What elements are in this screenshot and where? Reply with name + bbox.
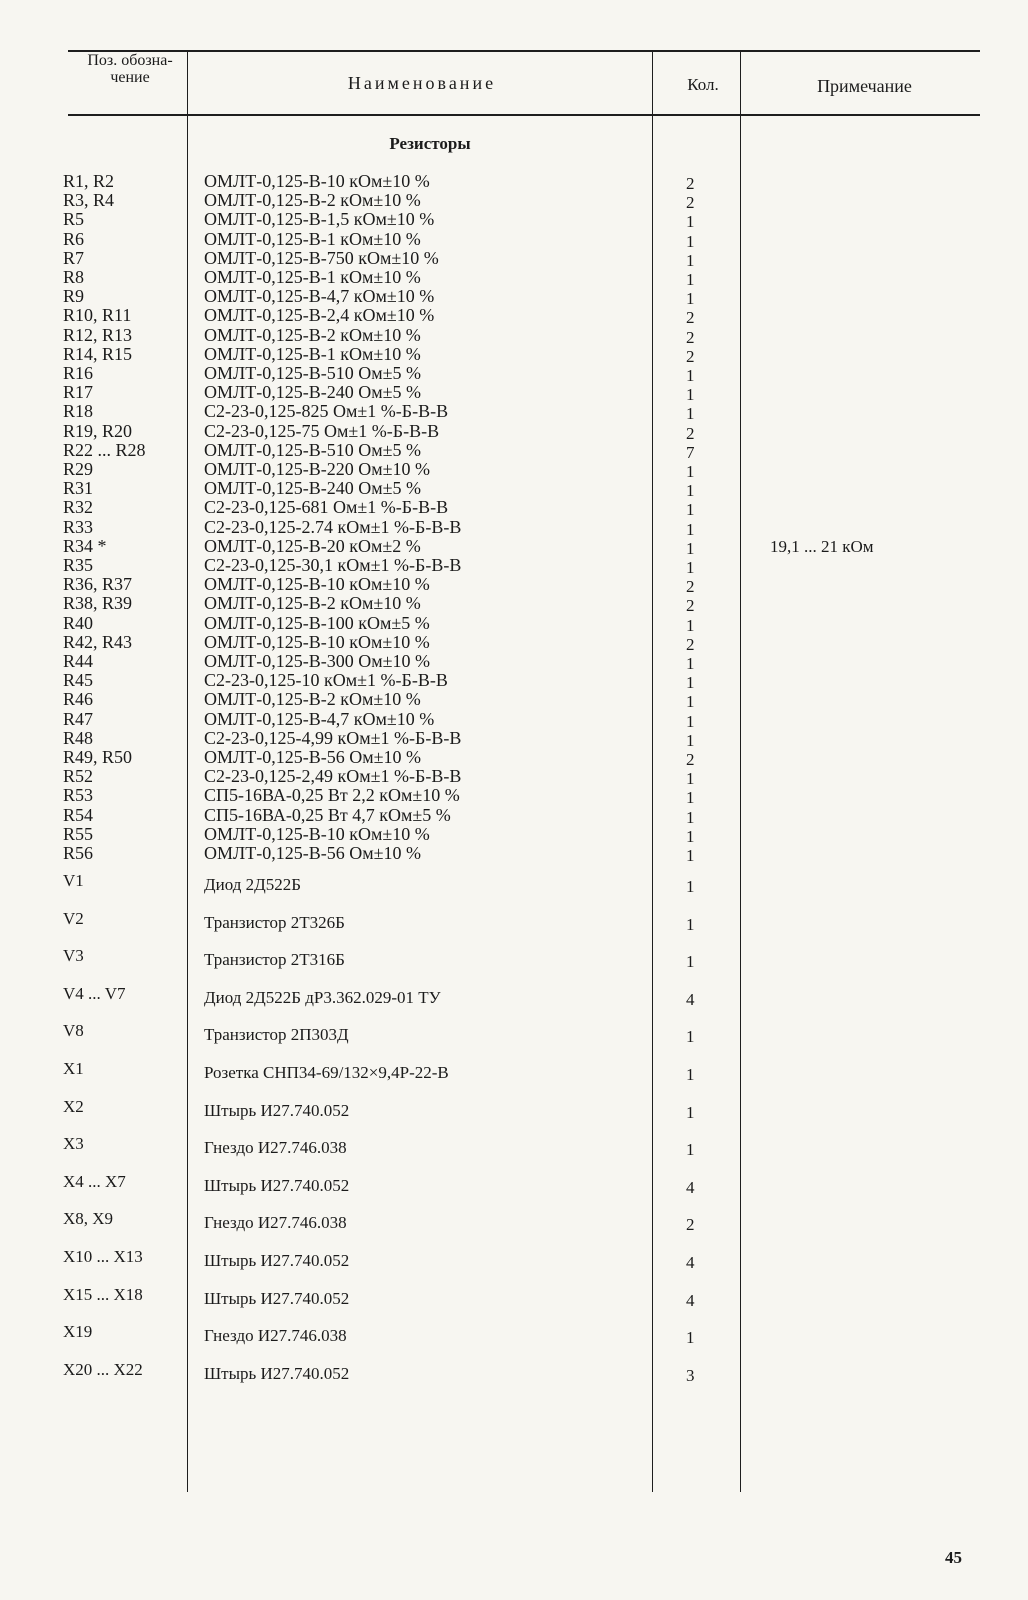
cell-position: R54 — [63, 804, 94, 825]
cell-position: R53 — [63, 785, 94, 806]
table-row — [0, 871, 1028, 901]
cell-position: X19 — [63, 1322, 93, 1342]
table-row — [0, 1209, 1028, 1239]
cell-position: V1 — [63, 871, 84, 890]
cell-position: R36, R37 — [63, 574, 133, 595]
cell-position: R9 — [63, 286, 85, 307]
cell-position: R42, R43 — [63, 631, 133, 652]
cell-position: R10, R11 — [63, 305, 132, 326]
cell-quantity: 1 — [686, 692, 695, 712]
table-row — [0, 1360, 1028, 1390]
cell-name: ОМЛТ-0,125-В-10 кОм±10 % — [204, 823, 430, 844]
cell-position: V2 — [63, 908, 84, 928]
cell-name: ОМЛТ-0,125-В-10 кОм±10 % — [204, 171, 430, 191]
cell-quantity: 4 — [686, 1290, 695, 1310]
cell-quantity: 1 — [686, 730, 695, 750]
cell-position: R18 — [63, 401, 94, 422]
cell-quantity: 3 — [686, 1365, 695, 1385]
table-row — [0, 249, 1028, 268]
table-row — [0, 670, 1028, 693]
cell-position: X1 — [63, 1059, 84, 1078]
cell-quantity: 2 — [686, 308, 695, 328]
cell-position: R48 — [63, 727, 94, 748]
cell-name: Гнездо И27.746.038 — [204, 1138, 347, 1158]
cell-quantity: 1 — [686, 500, 695, 520]
table-row — [0, 1134, 1028, 1164]
cell-name: ОМЛТ-0,125-В-4,7 кОм±10 % — [204, 286, 435, 307]
cell-name: СП5-16ВА-0,25 Вт 2,2 кОм±10 % — [204, 785, 460, 806]
cell-position: R6 — [63, 228, 85, 249]
cell-quantity: 1 — [686, 914, 695, 934]
cell-name: Гнездо И27.746.038 — [204, 1213, 347, 1233]
cell-position: V4 ... V7 — [63, 983, 126, 1003]
cell-quantity: 1 — [686, 877, 695, 896]
cell-name: С2-23-0,125-30,1 кОм±1 %-Б-В-В — [204, 555, 462, 575]
cell-name: С2-23-0,125-4,99 кОм±1 %-Б-В-В — [204, 727, 462, 748]
cell-quantity: 2 — [686, 750, 695, 769]
cell-position: V3 — [63, 946, 84, 966]
cell-position: R47 — [63, 708, 94, 729]
cell-name: ОМЛТ-0,125-В-2,4 кОм±10 % — [204, 305, 435, 326]
cell-name: ОМЛТ-0,125-В-100 кОм±5 % — [204, 612, 430, 633]
cell-name: ОМЛТ-0,125-В-1 кОм±10 % — [204, 343, 421, 364]
cell-name: ОМЛТ-0,125-В-240 Ом±5 % — [204, 382, 421, 403]
cell-name: ОМЛТ-0,125-В-2 кОм±10 % — [204, 190, 421, 211]
cell-quantity: 1 — [686, 1065, 695, 1084]
table-row — [0, 785, 1028, 808]
cell-quantity: 1 — [686, 769, 695, 789]
table-row — [0, 825, 1028, 844]
cell-quantity: 1 — [686, 1027, 695, 1047]
cell-name: С2-23-0,125-681 Ом±1 %-Б-В-В — [204, 497, 449, 518]
table-row — [0, 422, 1028, 441]
cell-position: R45 — [63, 670, 94, 691]
cell-position: R14, R15 — [63, 343, 133, 364]
table-row — [0, 766, 1028, 789]
cell-quantity: 1 — [686, 654, 695, 673]
table-row — [0, 1247, 1028, 1277]
table-row — [0, 984, 1028, 1014]
cell-name: ОМЛТ-0,125-В-20 кОм±2 % — [204, 535, 421, 556]
table-row — [0, 909, 1028, 939]
header-qty: Кол. — [687, 75, 719, 94]
table-row — [0, 286, 1028, 309]
cell-name: ОМЛТ-0,125-В-2 кОм±10 % — [204, 689, 421, 710]
table-row — [0, 1322, 1028, 1352]
cell-position: R17 — [63, 382, 94, 403]
cell-quantity: 1 — [686, 1328, 695, 1348]
cell-position: R19, R20 — [63, 420, 133, 441]
cell-quantity: 1 — [686, 462, 695, 481]
table-row — [0, 172, 1028, 191]
table-row — [0, 345, 1028, 364]
cell-quantity: 1 — [686, 231, 695, 251]
cell-position: R38, R39 — [63, 593, 133, 614]
table-row — [0, 729, 1028, 748]
cell-name: Штырь И27.740.052 — [204, 1251, 350, 1270]
page-number: 45 — [945, 1548, 962, 1567]
table-row — [0, 326, 1028, 345]
cell-name: Гнездо И27.746.038 — [204, 1326, 347, 1346]
cell-quantity: 1 — [686, 1102, 695, 1122]
cell-quantity: 1 — [686, 846, 695, 865]
cell-quantity: 2 — [686, 1215, 695, 1235]
cell-quantity: 2 — [686, 193, 695, 213]
cell-quantity: 2 — [686, 346, 695, 366]
table-row — [0, 518, 1028, 537]
cell-name: Диод 2Д522Б — [204, 875, 301, 894]
cell-quantity: 1 — [686, 538, 695, 558]
cell-name: ОМЛТ-0,125-В-2 кОм±10 % — [204, 324, 421, 345]
table-row — [0, 190, 1028, 213]
cell-position: X15 ... X18 — [63, 1284, 143, 1304]
cell-position: R52 — [63, 766, 94, 787]
table-row — [0, 748, 1028, 767]
table-row — [0, 441, 1028, 460]
cell-name: ОМЛТ-0,125-В-1 кОм±10 % — [204, 228, 421, 249]
cell-position: R34 * — [63, 535, 107, 556]
cell-quantity: 1 — [686, 404, 695, 424]
cell-position: R22 ... R28 — [63, 439, 146, 460]
cell-position: R35 — [63, 555, 94, 575]
cell-quantity: 1 — [686, 519, 695, 539]
table-row — [0, 305, 1028, 328]
cell-name: ОМЛТ-0,125-В-4,7 кОм±10 % — [204, 708, 435, 729]
table-row — [0, 614, 1028, 633]
cell-quantity: 1 — [686, 1140, 695, 1160]
cell-quantity: 1 — [686, 385, 695, 405]
cell-position: R46 — [63, 689, 94, 710]
table-row — [0, 1097, 1028, 1127]
cell-quantity: 2 — [686, 174, 695, 193]
cell-quantity: 1 — [686, 270, 695, 289]
cell-name: Штырь И27.740.052 — [204, 1363, 350, 1383]
header-note: Примечание — [817, 76, 912, 96]
table-row — [0, 537, 1028, 556]
cell-position: R40 — [63, 612, 94, 633]
cell-quantity: 2 — [686, 423, 695, 443]
cell-name: ОМЛТ-0,125-В-10 кОм±10 % — [204, 574, 430, 595]
cell-name: С2-23-0,125-75 Ом±1 %-Б-В-В — [204, 420, 440, 441]
cell-quantity: 4 — [686, 1177, 695, 1197]
table-row — [0, 633, 1028, 652]
cell-name: Транзистор 2Т316Б — [204, 950, 345, 970]
cell-name: ОМЛТ-0,125-В-56 Ом±10 % — [204, 843, 421, 863]
cell-quantity: 4 — [686, 1253, 695, 1272]
cell-quantity: 1 — [686, 558, 695, 577]
cell-position: X20 ... X22 — [63, 1359, 143, 1379]
cell-name: ОМЛТ-0,125-В-300 Ом±10 % — [204, 651, 430, 671]
table-row — [0, 806, 1028, 825]
cell-position: R5 — [63, 209, 85, 230]
table-row — [0, 689, 1028, 712]
cell-position: R33 — [63, 516, 94, 537]
cell-name: С2-23-0,125-825 Ом±1 %-Б-В-В — [204, 401, 449, 422]
cell-quantity: 2 — [686, 596, 695, 616]
table-row — [0, 844, 1028, 863]
cell-quantity: 1 — [686, 481, 695, 501]
cell-name: Диод 2Д522Б дР3.362.029-01 ТУ — [204, 987, 441, 1007]
cell-quantity: 1 — [686, 212, 695, 232]
cell-quantity: 1 — [686, 826, 695, 846]
cell-name: ОМЛТ-0,125-В-510 Ом±5 % — [204, 439, 421, 460]
cell-quantity: 1 — [686, 788, 695, 808]
table-row — [0, 478, 1028, 501]
cell-quantity: 1 — [686, 673, 695, 693]
cell-name: С2-23-0,125-10 кОм±1 %-Б-В-В — [204, 670, 448, 691]
table-row — [0, 1059, 1028, 1089]
table-row — [0, 460, 1028, 479]
cell-position: R44 — [63, 651, 94, 671]
cell-position: R1, R2 — [63, 171, 115, 191]
cell-position: R31 — [63, 478, 94, 499]
table-row — [0, 268, 1028, 287]
cell-quantity: 1 — [686, 711, 695, 731]
table-row — [0, 497, 1028, 520]
table-row — [0, 364, 1028, 383]
cell-name: С2-23-0,125-2.74 кОм±1 %-Б-В-В — [204, 516, 462, 537]
cell-position: R56 — [63, 843, 94, 863]
table-row — [0, 1021, 1028, 1051]
cell-position: R8 — [63, 267, 85, 287]
table-row — [0, 401, 1028, 424]
cell-quantity: 1 — [686, 289, 695, 309]
table-row — [0, 652, 1028, 671]
cell-name: СП5-16ВА-0,25 Вт 4,7 кОм±5 % — [204, 804, 451, 825]
table-row — [0, 1285, 1028, 1315]
cell-name: Розетка СНП34-69/132×9,4Р-22-В — [204, 1063, 449, 1082]
header-pos: Поз. обозна- чение — [87, 52, 173, 86]
cell-name: ОМЛТ-0,125-В-1,5 кОм±10 % — [204, 209, 435, 230]
cell-position: R7 — [63, 247, 85, 268]
table-row — [0, 1172, 1028, 1202]
cell-quantity: 2 — [686, 577, 695, 597]
cell-position: R32 — [63, 497, 94, 518]
table-row — [0, 382, 1028, 405]
cell-position: R3, R4 — [63, 190, 115, 211]
table-row — [0, 230, 1028, 249]
cell-position: R12, R13 — [63, 324, 133, 345]
cell-quantity: 2 — [686, 327, 695, 347]
table-row — [0, 556, 1028, 575]
table-row — [0, 593, 1028, 616]
cell-name: ОМЛТ-0,125-В-2 кОм±10 % — [204, 593, 421, 614]
cell-quantity: 2 — [686, 634, 695, 654]
cell-quantity: 7 — [686, 442, 695, 462]
cell-quantity: 1 — [686, 615, 695, 635]
cell-name: ОМЛТ-0,125-В-220 Ом±10 % — [204, 459, 430, 479]
cell-quantity: 4 — [686, 989, 695, 1009]
cell-name: Транзистор 2П303Д — [204, 1025, 349, 1045]
cell-quantity: 1 — [686, 250, 695, 270]
cell-quantity: 1 — [686, 807, 695, 827]
cell-name: Штырь И27.740.052 — [204, 1175, 350, 1195]
cell-position: X4 ... X7 — [63, 1171, 126, 1191]
cell-note: 19,1 ... 21 кОм — [770, 536, 874, 556]
header-name: Наименование — [347, 73, 497, 93]
cell-name: ОМЛТ-0,125-В-1 кОм±10 % — [204, 267, 421, 287]
cell-quantity: 1 — [686, 366, 695, 385]
cell-name: ОМЛТ-0,125-В-56 Ом±10 % — [204, 747, 421, 767]
cell-position: R55 — [63, 823, 94, 844]
cell-name: ОМЛТ-0,125-В-510 Ом±5 % — [204, 363, 421, 383]
cell-name: Транзистор 2Т326Б — [204, 912, 345, 932]
cell-position: X2 — [63, 1096, 84, 1116]
cell-name: Штырь И27.740.052 — [204, 1100, 350, 1120]
cell-quantity: 1 — [686, 952, 695, 972]
cell-position: X8, X9 — [63, 1209, 114, 1229]
cell-name: С2-23-0,125-2,49 кОм±1 %-Б-В-В — [204, 766, 462, 787]
cell-name: ОМЛТ-0,125-В-750 кОм±10 % — [204, 247, 439, 268]
cell-position: X10 ... X13 — [63, 1247, 143, 1266]
cell-name: ОМЛТ-0,125-В-240 Ом±5 % — [204, 478, 421, 499]
section-title: Резисторы — [389, 134, 471, 153]
table-row — [0, 574, 1028, 597]
table-row — [0, 710, 1028, 729]
table-row — [0, 946, 1028, 976]
cell-position: R16 — [63, 363, 94, 383]
cell-name: ОМЛТ-0,125-В-10 кОм±10 % — [204, 631, 430, 652]
cell-position: V8 — [63, 1021, 84, 1041]
cell-name: Штырь И27.740.052 — [204, 1288, 350, 1308]
cell-position: R29 — [63, 459, 94, 479]
table-row — [0, 209, 1028, 232]
cell-position: X3 — [63, 1134, 84, 1154]
cell-position: R49, R50 — [63, 747, 133, 767]
